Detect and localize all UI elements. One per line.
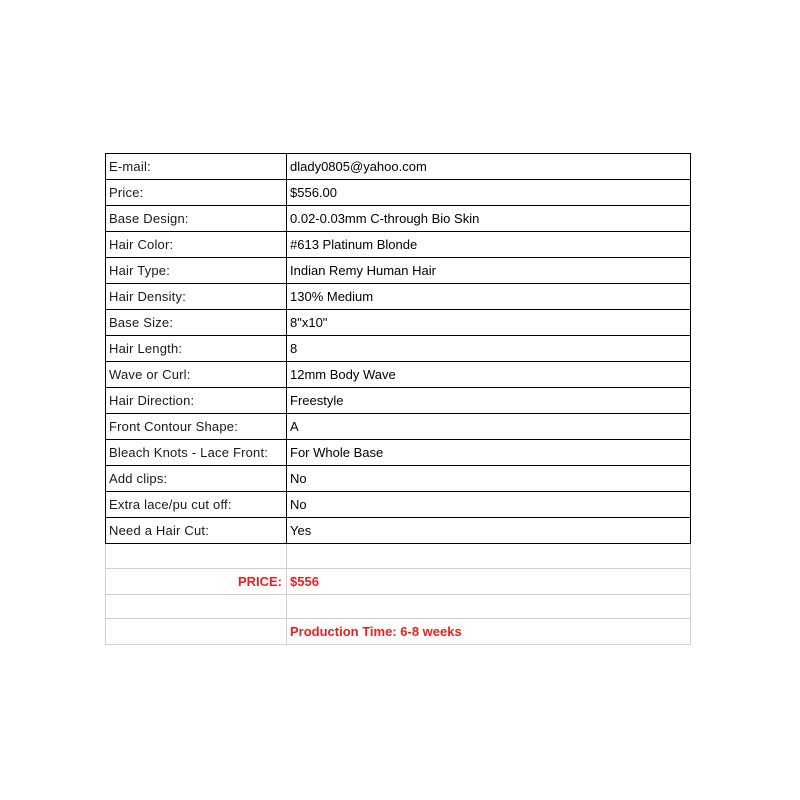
price-label: Price: <box>106 180 287 206</box>
spec-row-price <box>106 180 691 206</box>
summary-price-row <box>106 568 691 594</box>
total-price-label: PRICE: <box>106 568 287 594</box>
spec-row-front-contour <box>106 414 691 440</box>
spec-row-base-size <box>106 310 691 336</box>
spec-row-hair-density <box>106 284 691 310</box>
extra-lace-label: Extra lace/pu cut off: <box>106 492 287 518</box>
bleach-knots-label: Bleach Knots - Lace Front: <box>106 440 287 466</box>
spec-row-hair-color <box>106 232 691 258</box>
spec-row-bleach-knots <box>106 440 691 466</box>
hair-density-value: 130% Medium <box>287 284 691 310</box>
email-label: E-mail: <box>106 154 287 180</box>
spec-row-hair-direction <box>106 388 691 414</box>
total-price-value: $556 <box>287 568 691 594</box>
base-design-value: 0.02-0.03mm C-through Bio Skin <box>287 206 691 232</box>
production-time-label <box>106 619 287 645</box>
summary-spacer-value <box>287 594 691 619</box>
hair-type-value: Indian Remy Human Hair <box>287 258 691 284</box>
hair-direction-value: Freestyle <box>287 388 691 414</box>
hair-cut-label: Need a Hair Cut: <box>106 518 287 544</box>
hair-direction-label: Hair Direction: <box>106 388 287 414</box>
order-spec-table <box>105 153 691 645</box>
spec-row-wave-curl <box>106 362 691 388</box>
spec-row-add-clips <box>106 466 691 492</box>
front-contour-label: Front Contour Shape: <box>106 414 287 440</box>
hair-length-label: Hair Length: <box>106 336 287 362</box>
hair-color-label: Hair Color: <box>106 232 287 258</box>
wave-curl-label: Wave or Curl: <box>106 362 287 388</box>
summary-spacer-row <box>106 594 691 619</box>
summary-spacer-label <box>106 594 287 619</box>
wave-curl-value: 12mm Body Wave <box>287 362 691 388</box>
spec-row-base-design <box>106 206 691 232</box>
base-size-value: 8"x10" <box>287 310 691 336</box>
hair-length-value: 8 <box>287 336 691 362</box>
production-time-value: Production Time: 6-8 weeks <box>287 619 691 645</box>
spec-row-extra-lace <box>106 492 691 518</box>
add-clips-value: No <box>287 466 691 492</box>
hair-density-label: Hair Density: <box>106 284 287 310</box>
email-value: dlady0805@yahoo.com <box>287 154 691 180</box>
bleach-knots-value: For Whole Base <box>287 440 691 466</box>
base-size-label: Base Size: <box>106 310 287 336</box>
summary-blank-row <box>106 544 691 569</box>
summary-blank-value <box>287 544 691 569</box>
spec-row-hair-type <box>106 258 691 284</box>
add-clips-label: Add clips: <box>106 466 287 492</box>
base-design-label: Base Design: <box>106 206 287 232</box>
spec-row-email <box>106 154 691 180</box>
hair-cut-value: Yes <box>287 518 691 544</box>
order-spec-sheet <box>105 153 690 645</box>
spec-row-hair-cut <box>106 518 691 544</box>
hair-type-label: Hair Type: <box>106 258 287 284</box>
price-value: $556.00 <box>287 180 691 206</box>
spec-row-hair-length <box>106 336 691 362</box>
front-contour-value: A <box>287 414 691 440</box>
summary-blank-label <box>106 544 287 569</box>
extra-lace-value: No <box>287 492 691 518</box>
summary-production-row <box>106 619 691 645</box>
hair-color-value: #613 Platinum Blonde <box>287 232 691 258</box>
